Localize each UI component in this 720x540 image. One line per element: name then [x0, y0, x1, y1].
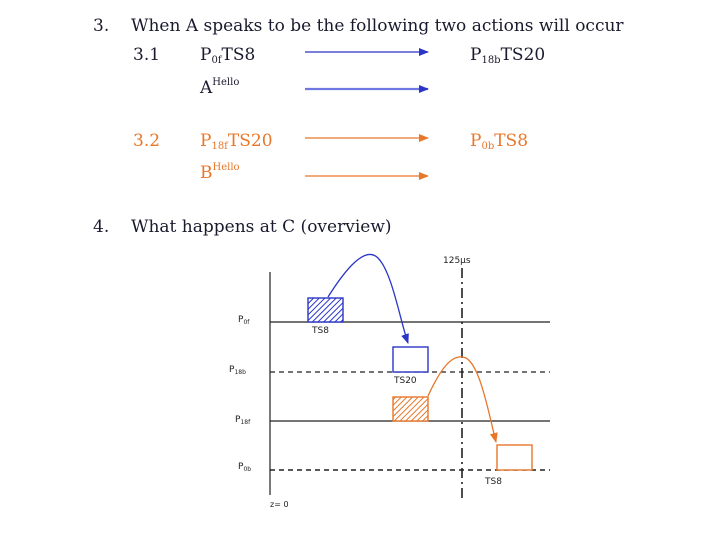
item-3-2-hello-label: $B^{Hello}$ — [200, 162, 240, 183]
box-label-ts20: TS20 — [394, 376, 417, 386]
box-ts20-hatched — [393, 397, 428, 421]
row-label-p18f: $P_{18f}$ — [235, 415, 251, 426]
section3-heading: When A speaks to be the following two actions will occur — [131, 16, 624, 36]
section4-number: 4. — [93, 217, 110, 237]
item-3-1-left-label: $P_{0f}TS8$ — [200, 45, 256, 66]
item-3-1-right-label: $P_{18b}TS20$ — [470, 45, 546, 66]
box-ts8-top — [308, 298, 343, 322]
row-label-p18b: $P_{18b}$ — [229, 365, 246, 376]
marker-125us-label: 125µs — [443, 256, 471, 266]
item-3-2-left-label: $P_{18f}TS20$ — [200, 131, 273, 152]
row-label-p0f: $P_{0f}$ — [238, 315, 250, 326]
item-3-2-right-label: $P_{0b}TS8$ — [470, 131, 529, 152]
section3-number: 3. — [93, 16, 110, 36]
item-3-1-hello-label: $A^{Hello}$ — [200, 77, 240, 98]
box-ts20 — [393, 347, 428, 372]
item-3-1-number: 3.1 — [133, 45, 161, 65]
box-ts8-bottom — [497, 445, 532, 470]
box-label-ts8-bottom: TS8 — [485, 477, 502, 487]
box-label-ts8-top: TS8 — [312, 326, 329, 336]
row-label-p0b: $P_{0b}$ — [238, 462, 252, 473]
item-3-2-number: 3.2 — [133, 131, 161, 151]
origin-label: z= 0 — [270, 500, 289, 509]
section4-heading: What happens at C (overview) — [131, 217, 392, 237]
